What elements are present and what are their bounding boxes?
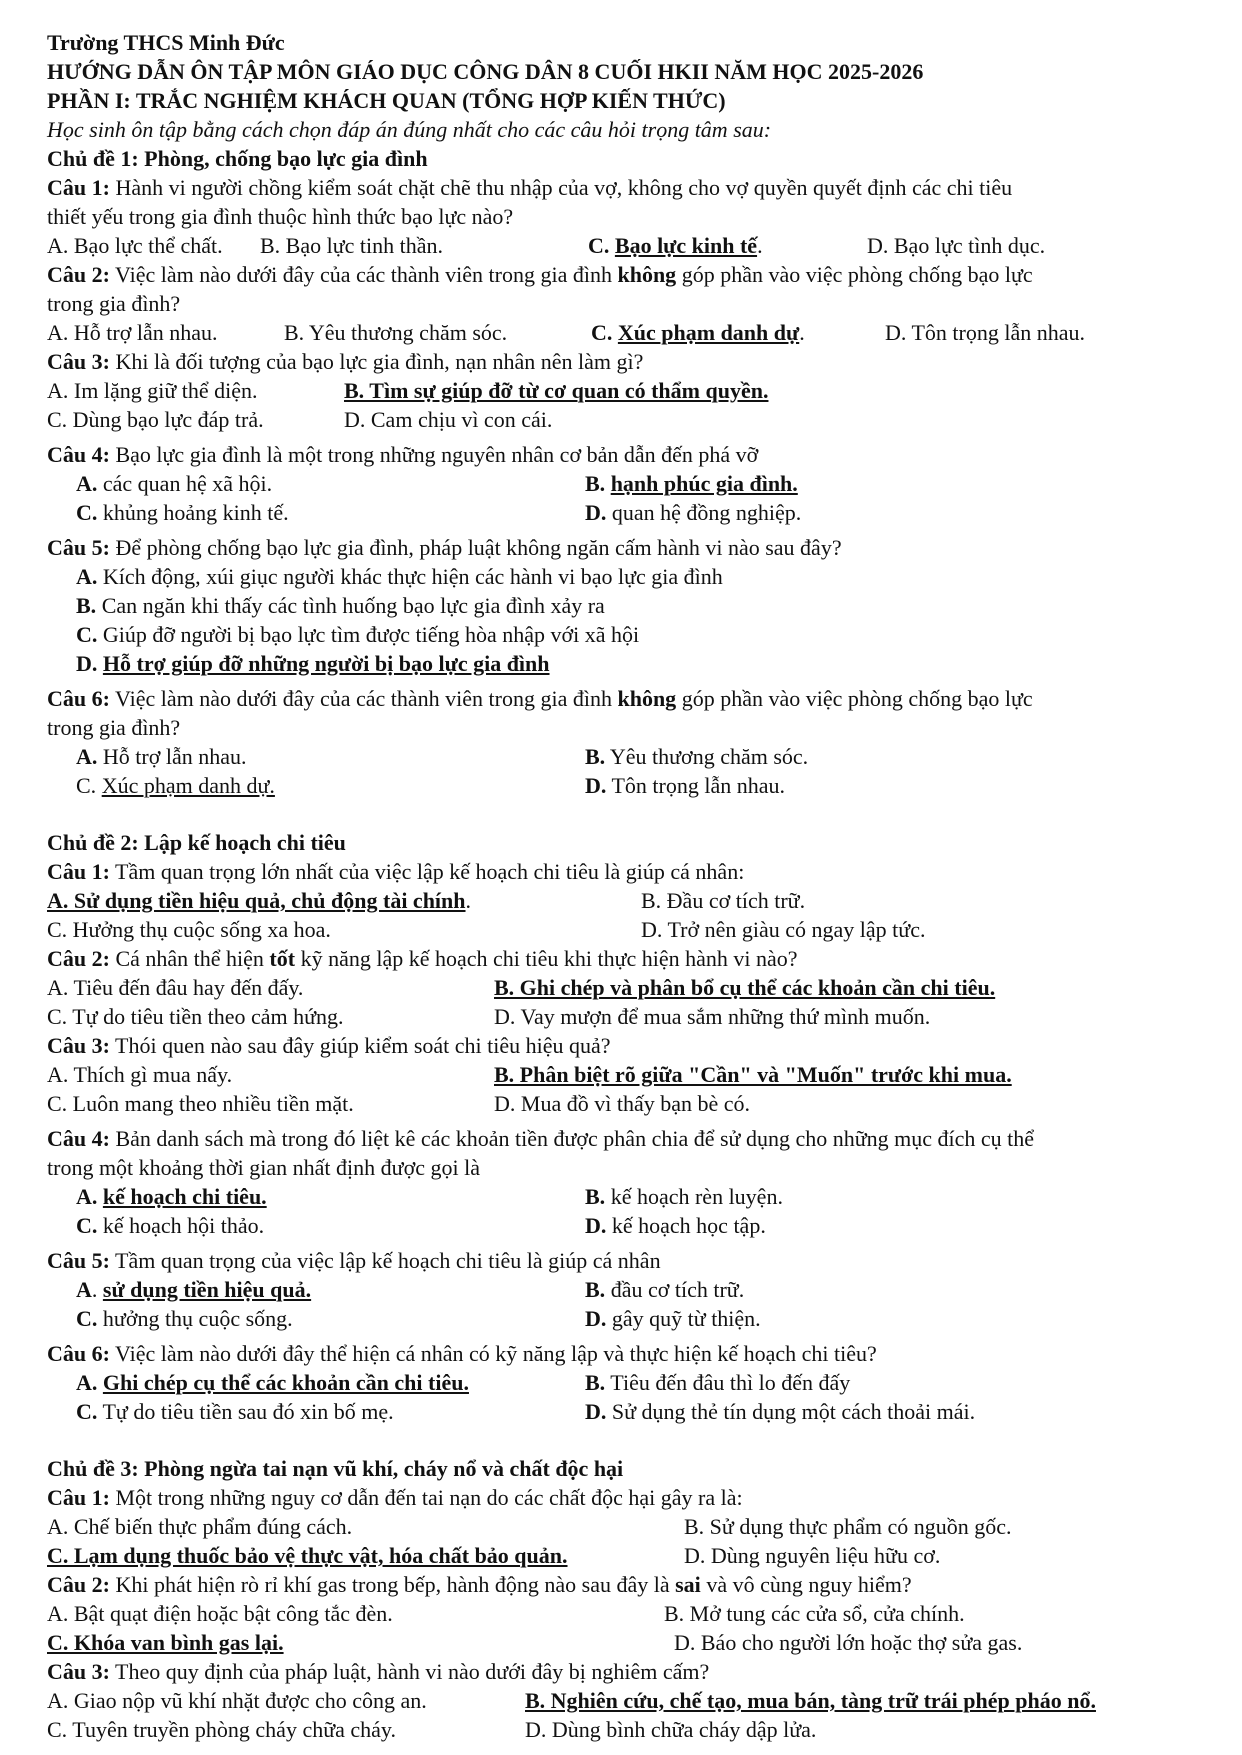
t1-q4-stem: Câu 4: Bạo lực gia đình là một trong những nguyên nhân cơ bản dẫn đến phá vỡ [47, 442, 759, 467]
t2-q4-stem: Câu 4: Bản danh sách mà trong đó liệt kê các khoản tiền được phân chia để sử dụng cho những mục đích cụ thể [47, 1126, 1035, 1151]
option-d: D. kế hoạch học tập. [585, 1213, 766, 1238]
t2-q6-options-1 [47, 1368, 1207, 1397]
option-b-correct: B. Tìm sự giúp đỡ từ cơ quan có thẩm quyền. [344, 378, 769, 403]
t2-q5-options-2 [47, 1304, 1207, 1333]
option-b: B. Tiêu đến đâu thì lo đến đấy [585, 1370, 851, 1395]
t2-q6-stem: Câu 6: Việc làm nào dưới đây thể hiện cá nhân có kỹ năng lập và thực hiện kế hoạch chi tiêu? [47, 1341, 877, 1366]
t2-q4-options-2 [47, 1211, 1207, 1240]
option-a: A. Tiêu đến đâu hay đến đấy. [47, 975, 304, 1000]
option-c: C. Luôn mang theo nhiều tiền mặt. [47, 1091, 354, 1116]
option-b: B. Đầu cơ tích trữ. [641, 888, 806, 913]
option-a: A. Bạo lực thể chất. [47, 233, 223, 258]
t1-q4-options-2 [47, 498, 1207, 527]
t1-q3-options-1 [47, 376, 1207, 405]
option-a: A. Bật quạt điện hoặc bật công tắc đèn. [47, 1601, 393, 1626]
t1-q3-options-2 [47, 405, 1207, 434]
t3-q2-options-2 [47, 1628, 1207, 1657]
option-a: A. Hỗ trợ lẫn nhau. [47, 320, 218, 345]
option-d: D. gây quỹ từ thiện. [585, 1306, 761, 1331]
topic-3-title: Chủ đề 3: Phòng ngừa tai nạn vũ khí, cháy nổ và chất độc hại [47, 1456, 624, 1481]
t2-q5-stem: Câu 5: Tầm quan trọng của việc lập kế hoạch chi tiêu là giúp cá nhân [47, 1248, 661, 1273]
option-c: C. Tự do tiêu tiền theo cảm hứng. [47, 1004, 344, 1029]
t3-q1-options-1 [47, 1512, 1207, 1541]
option-b: B. Mở tung các cửa sổ, cửa chính. [664, 1601, 965, 1626]
option-b: B. Yêu thương chăm sóc. [585, 744, 809, 769]
instruction: Học sinh ôn tập bằng cách chọn đáp án đúng nhất cho các câu hỏi trọng tâm sau: [47, 117, 772, 142]
option-c: C. Dùng bạo lực đáp trả. [47, 407, 264, 432]
question-text: Hành vi người chồng kiểm soát chặt chẽ thu nhập của vợ, không cho vợ quyền quyết định các chi tiêu [109, 175, 1013, 200]
t1-q6-options-1 [47, 742, 1207, 771]
option-a: A. Giao nộp vũ khí nhặt được cho công an. [47, 1688, 427, 1713]
correct-answer: Xúc phạm danh dự [617, 320, 800, 345]
option-a-correct: A. Ghi chép cụ thể các khoản cần chi tiêu. [76, 1370, 469, 1395]
option-a-correct: A. Sử dụng tiền hiệu quả, chủ động tài chính. [47, 888, 472, 913]
t2-q4-stem-2: trong một khoảng thời gian nhất định được gọi là [47, 1155, 480, 1180]
option-d: D. Cam chịu vì con cái. [344, 407, 553, 432]
option-b: B. Sử dụng thực phẩm có nguồn gốc. [684, 1514, 1012, 1539]
t1-q1-options [47, 231, 1207, 260]
option-c: C. khủng hoảng kinh tế. [76, 500, 289, 525]
t2-q1-options-2 [47, 915, 1207, 944]
option-d: D. Báo cho người lớn hoặc thợ sửa gas. [674, 1630, 1023, 1655]
option-d: D. Dùng nguyên liệu hữu cơ. [684, 1543, 941, 1568]
t2-q6-options-2 [47, 1397, 1207, 1426]
t2-q5-options-1 [47, 1275, 1207, 1304]
option-c: C. Hưởng thụ cuộc sống xa hoa. [47, 917, 331, 942]
t2-q4-options-1 [47, 1182, 1207, 1211]
t1-q3-stem: Câu 3: Khi là đối tượng của bạo lực gia đình, nạn nhân nên làm gì? [47, 349, 644, 374]
t2-q2-options-2 [47, 1002, 1207, 1031]
t2-q1-stem: Câu 1: Tầm quan trọng lớn nhất của việc lập kế hoạch chi tiêu là giúp cá nhân: [47, 859, 745, 884]
option-a: A. Thích gì mua nấy. [47, 1062, 233, 1087]
t3-q1-options-2 [47, 1541, 1207, 1570]
option-d: D. Tôn trọng lẫn nhau. [585, 773, 786, 798]
option-a: A. Im lặng giữ thể diện. [47, 378, 258, 403]
option-c: C. kế hoạch hội thảo. [76, 1213, 265, 1238]
t1-q1-stem-2: thiết yếu trong gia đình thuộc hình thức bạo lực nào? [47, 204, 514, 229]
part-title: PHẦN I: TRẮC NGHIỆM KHÁCH QUAN (TỔNG HỢP KIẾN THỨC) [47, 88, 726, 113]
option-b: B. Bạo lực tinh thần. [260, 233, 444, 258]
option-d: D. Tôn trọng lẫn nhau. [885, 320, 1086, 345]
t1-q5-option-b: B. Can ngăn khi thấy các tình huống bạo lực gia đình xảy ra [76, 593, 605, 618]
option-d: D. Dùng bình chữa cháy dập lửa. [525, 1717, 817, 1742]
t2-q1-options-1 [47, 886, 1207, 915]
option-b: B. Yêu thương chăm sóc. [284, 320, 508, 345]
t1-q6-stem: Câu 6: Việc làm nào dưới đây của các thành viên trong gia đình không góp phần vào việc phòng chống bạo lực [47, 686, 1033, 711]
t1-q2-stem: Câu 2: Việc làm nào dưới đây của các thành viên trong gia đình không góp phần vào việc phòng chống bạo lực [47, 262, 1033, 287]
option-b-correct: B. Nghiên cứu, chế tạo, mua bán, tàng trữ trái phép pháo nổ. [525, 1688, 1096, 1713]
t3-q3-options-2 [47, 1715, 1207, 1744]
option-c: C. Xúc phạm danh dự. [591, 320, 805, 345]
option-d: D. Bạo lực tình dục. [867, 233, 1046, 258]
t3-q1-stem: Câu 1: Một trong những nguy cơ dẫn đến tai nạn do các chất độc hại gây ra là: [47, 1485, 743, 1510]
t1-q6-options-2 [47, 771, 1207, 800]
option-c: C. hưởng thụ cuộc sống. [76, 1306, 293, 1331]
t1-q5-option-c: C. Giúp đỡ người bị bạo lực tìm được tiếng hòa nhập với xã hội [76, 622, 640, 647]
option-b-correct: B. Phân biệt rõ giữa "Cần" và "Muốn" trước khi mua. [494, 1062, 1012, 1087]
t2-q3-options-1 [47, 1060, 1207, 1089]
t3-q2-options-1 [47, 1599, 1207, 1628]
t2-q3-stem: Câu 3: Thói quen nào sau đây giúp kiểm soát chi tiêu hiệu quả? [47, 1033, 611, 1058]
option-a-correct: A. kế hoạch chi tiêu. [76, 1184, 267, 1209]
t1-q5-stem: Câu 5: Để phòng chống bạo lực gia đình, pháp luật không ngăn cấm hành vi nào sau đây? [47, 535, 842, 560]
t2-q3-options-2 [47, 1089, 1207, 1118]
option-d: D. Vay mượn để mua sắm những thứ mình muốn. [494, 1004, 931, 1029]
option-a: A. các quan hệ xã hội. [76, 471, 273, 496]
topic-1-title: Chủ đề 1: Phòng, chống bạo lực gia đình [47, 146, 428, 171]
option-b: B. đầu cơ tích trữ. [585, 1277, 745, 1302]
t1-q4-options-1 [47, 469, 1207, 498]
option-c-correct: C. Lạm dụng thuốc bảo vệ thực vật, hóa chất bảo quản. [47, 1543, 568, 1568]
t1-q2-stem-2: trong gia đình? [47, 291, 181, 316]
t1-q6-stem-2: trong gia đình? [47, 715, 181, 740]
t3-q2-stem: Câu 2: Khi phát hiện rò rỉ khí gas trong bếp, hành động nào sau đây là sai và vô cùng nguy hiểm? [47, 1572, 912, 1597]
option-a: A. Hỗ trợ lẫn nhau. [76, 744, 247, 769]
option-c-correct: C. Xúc phạm danh dự. [76, 773, 275, 798]
option-b-correct: B. hạnh phúc gia đình. [585, 471, 798, 496]
correct-answer: Bạo lực kinh tế [614, 233, 758, 258]
option-c: C. Tuyên truyền phòng cháy chữa cháy. [47, 1717, 396, 1742]
option-d: D. Trở nên giàu có ngay lập tức. [641, 917, 926, 942]
t1-q5-option-a: A. Kích động, xúi giục người khác thực hiện các hành vi bạo lực gia đình [76, 564, 723, 589]
option-b: B. kế hoạch rèn luyện. [585, 1184, 783, 1209]
option-d: D. quan hệ đồng nghiệp. [585, 500, 802, 525]
t1-q2-options [47, 318, 1207, 347]
t3-q3-stem: Câu 3: Theo quy định của pháp luật, hành vi nào dưới đây bị nghiêm cấm? [47, 1659, 710, 1684]
option-c-correct: C. Khóa van bình gas lại. [47, 1630, 284, 1655]
option-a: A. Chế biến thực phẩm đúng cách. [47, 1514, 353, 1539]
option-c: C. Bạo lực kinh tế. [588, 233, 763, 258]
document-title: HƯỚNG DẪN ÔN TẬP MÔN GIÁO DỤC CÔNG DÂN 8 CUỐI HKII NĂM HỌC 2025-2026 [47, 59, 924, 84]
school-name: Trường THCS Minh Đức [47, 30, 285, 55]
option-a-correct: A. sử dụng tiền hiệu quả. [76, 1277, 312, 1302]
t1-q5-option-d-correct: D. Hỗ trợ giúp đỡ những người bị bạo lực gia đình [76, 651, 550, 676]
t1-q1-stem [47, 173, 1207, 202]
option-d: D. Mua đồ vì thấy bạn bè có. [494, 1091, 750, 1116]
t2-q2-options-1 [47, 973, 1207, 1002]
question-label: Câu 1: [47, 175, 110, 200]
option-d: D. Sử dụng thẻ tín dụng một cách thoải mái. [585, 1399, 976, 1424]
t2-q2-stem: Câu 2: Cá nhân thể hiện tốt kỹ năng lập kế hoạch chi tiêu khi thực hiện hành vi nào? [47, 946, 798, 971]
option-b-correct: B. Ghi chép và phân bổ cụ thể các khoản cần chi tiêu. [494, 975, 996, 1000]
t3-q3-options-1 [47, 1686, 1207, 1715]
document-page [47, 28, 1207, 1744]
topic-2-title: Chủ đề 2: Lập kế hoạch chi tiêu [47, 830, 346, 855]
option-c: C. Tự do tiêu tiền sau đó xin bố mẹ. [76, 1399, 394, 1424]
